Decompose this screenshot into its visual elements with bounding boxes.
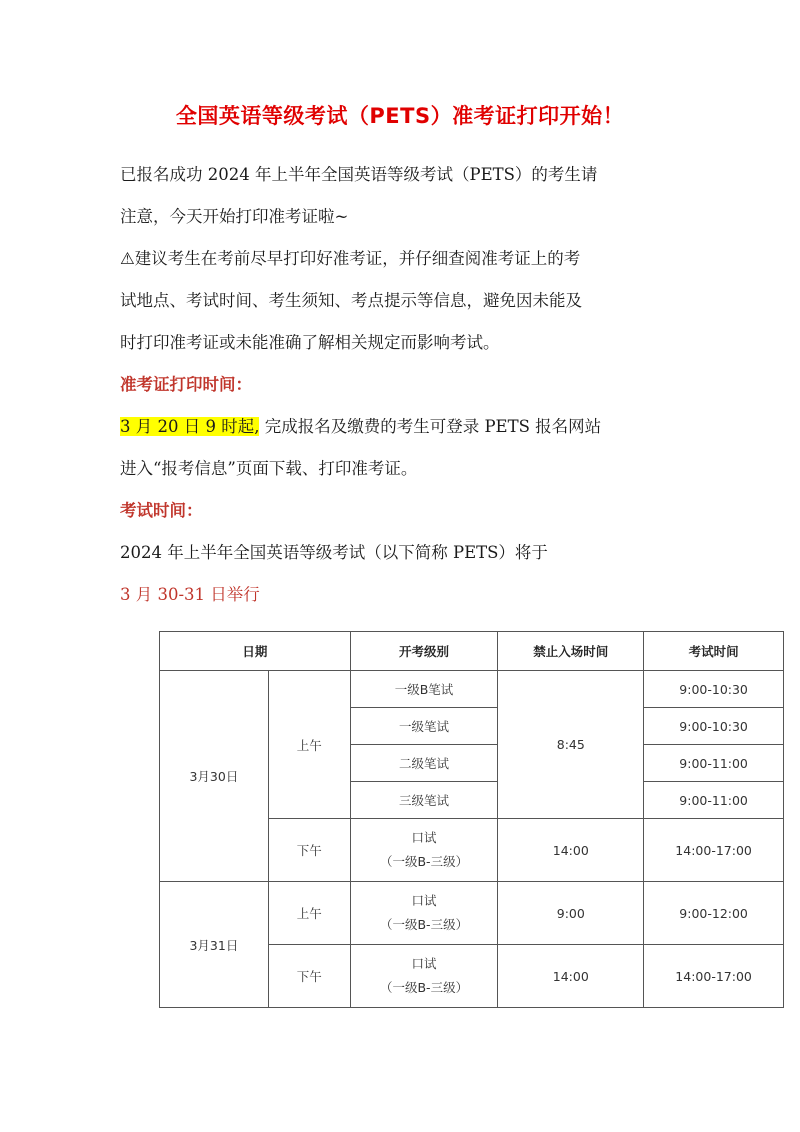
print-time-highlight: 3 月 20 日 9 时起, [120, 417, 260, 436]
exam-time-heading: 考试时间： [120, 501, 203, 520]
day1-am-level-3: 二级笔试 [350, 745, 498, 782]
day2-am-level [350, 882, 498, 945]
intro-line-2: 注意，今天开始打印准考证啦~ [120, 207, 349, 226]
print-time-line-1: 完成报名及缴费的考生可登录 PETS 报名网站 [259, 417, 602, 436]
day2-pm-no-entry: 14:00 [498, 945, 644, 1008]
day1-am-time-2: 9:00-10:30 [644, 708, 784, 745]
day1-pm-level [350, 819, 498, 882]
day1-am-no-entry: 8:45 [498, 671, 644, 819]
day2-pm-level-1: 口试 [411, 956, 437, 971]
table-row [160, 882, 784, 945]
day1-am-level-2: 一级笔试 [350, 708, 498, 745]
day1-am-level-4: 三级笔试 [350, 782, 498, 819]
day2-am-level-1: 口试 [411, 893, 437, 908]
header-level: 开考级别 [350, 632, 498, 671]
day1-am-level-1: 一级B笔试 [350, 671, 498, 708]
day1-pm-level-1: 口试 [411, 830, 437, 845]
day2-am-level-2: （一级B-三级） [379, 917, 469, 932]
day1-am: 上午 [268, 671, 350, 819]
day1-pm-time: 14:00-17:00 [644, 819, 784, 882]
advice-line-2: 试地点、考试时间、考生须知、考点提示等信息，避免因未能及 [120, 291, 582, 310]
day1-date: 3月30日 [160, 671, 269, 882]
exam-schedule-table [159, 631, 784, 1008]
day2-pm-level [350, 945, 498, 1008]
header-no-entry: 禁止入场时间 [498, 632, 644, 671]
table-header-row [160, 632, 784, 671]
page-title: 全国英语等级考试（PETS）准考证打印开始！ [175, 104, 625, 128]
day2-am-no-entry: 9:00 [498, 882, 644, 945]
day2-pm-level-2: （一级B-三级） [379, 980, 469, 995]
warning-icon: ⚠ [120, 249, 135, 268]
advice-line-1: 建议考生在考前尽早打印好准考证，并仔细查阅准考证上的考 [134, 249, 581, 268]
day2-pm: 下午 [268, 945, 350, 1008]
exam-time-line-1: 2024 年上半年全国英语等级考试（以下简称 PETS）将于 [120, 543, 548, 562]
day1-pm: 下午 [268, 819, 350, 882]
header-date: 日期 [160, 632, 351, 671]
exam-time-line-2: 3 月 30-31 日举行 [120, 585, 260, 604]
table-row [160, 671, 784, 708]
day2-date: 3月31日 [160, 882, 269, 1008]
print-time-heading: 准考证打印时间： [120, 375, 252, 394]
day2-pm-time: 14:00-17:00 [644, 945, 784, 1008]
header-exam-time: 考试时间 [644, 632, 784, 671]
day2-am-time: 9:00-12:00 [644, 882, 784, 945]
stamp-icon: 已 [120, 165, 137, 184]
intro-paragraph [120, 154, 690, 616]
day1-am-time-4: 9:00-11:00 [644, 782, 784, 819]
day1-am-time-3: 9:00-11:00 [644, 745, 784, 782]
day1-pm-level-2: （一级B-三级） [379, 854, 469, 869]
day1-pm-no-entry: 14:00 [498, 819, 644, 882]
day2-am: 上午 [268, 882, 350, 945]
advice-line-3: 时打印准考证或未能准确了解相关规定而影响考试。 [120, 333, 500, 352]
print-time-line-2: 进入“报考信息”页面下载、打印准考证。 [120, 459, 418, 478]
day1-am-time-1: 9:00-10:30 [644, 671, 784, 708]
intro-line-1: 报名成功 2024 年上半年全国英语等级考试（PETS）的考生请 [136, 165, 598, 184]
